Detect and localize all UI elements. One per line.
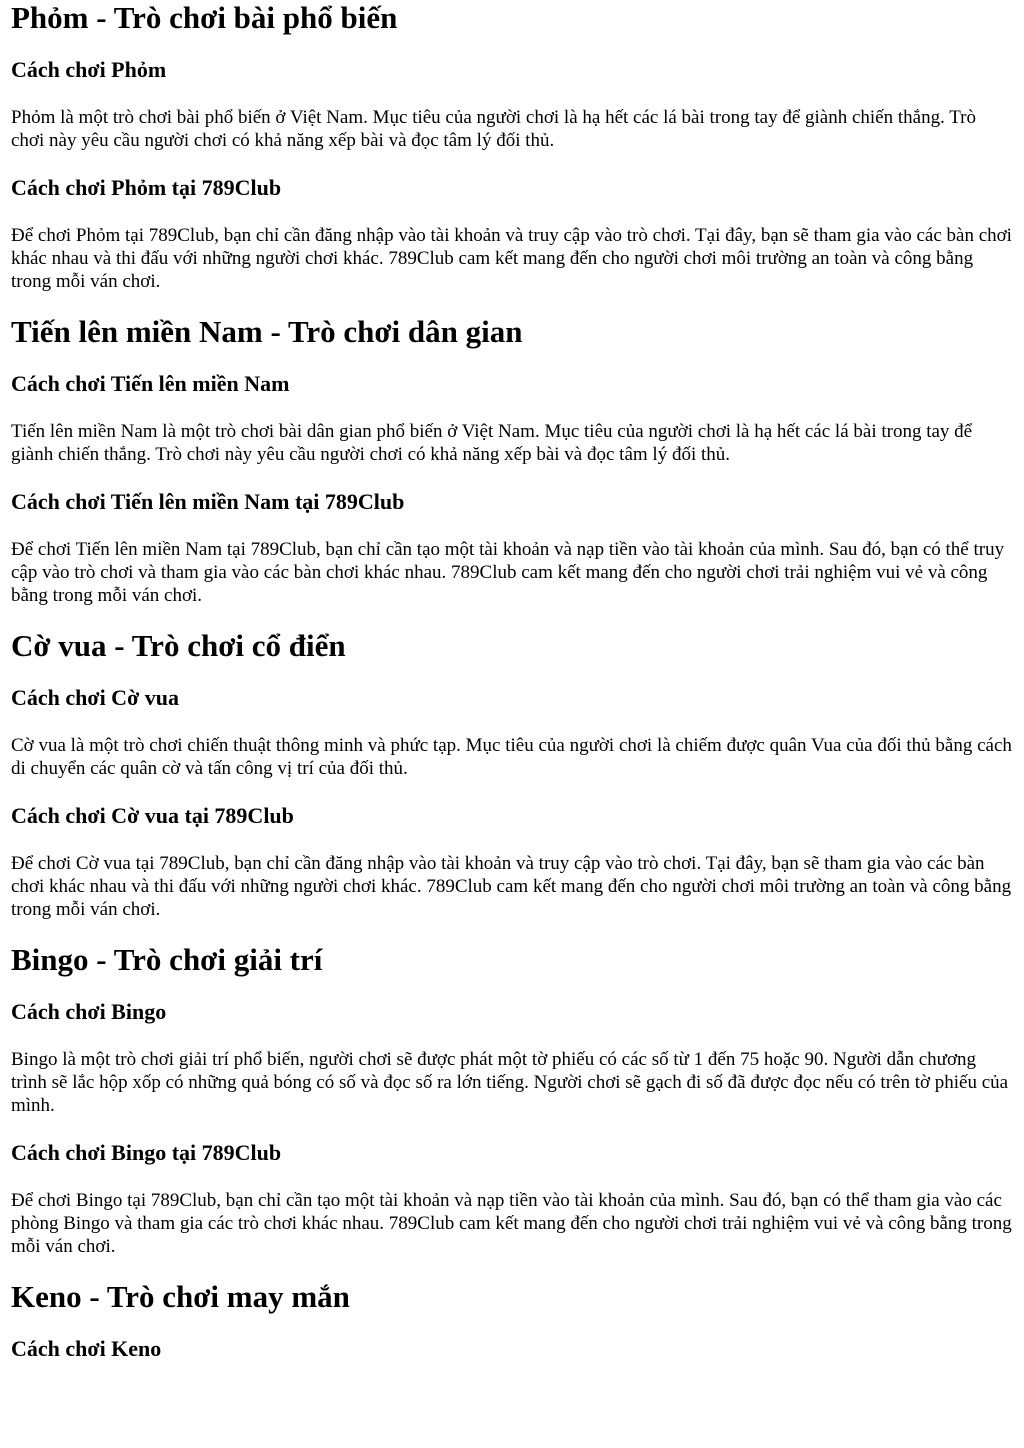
subsection-heading: Cách chơi Tiến lên miền Nam (11, 371, 290, 396)
paragraph: Để chơi Bingo tại 789Club, bạn chỉ cần tạo một tài khoản và nạp tiền vào tài khoản của mình. Sau đó, bạn có thể tham gia vào các phòng Bingo và tham gia các trò chơi khác nhau. 789Club cam kết mang đến cho người chơi trải nghiệm vui vẻ và công bằng trong mỗi ván chơi. (11, 1190, 1012, 1257)
subsection-heading: Cách chơi Phỏm (11, 57, 167, 82)
section-co-vua (11, 628, 1013, 921)
paragraph: Cờ vua là một trò chơi chiến thuật thông minh và phức tạp. Mục tiêu của người chơi là chiếm được quân Vua của đối thủ bằng cách di chuyển các quân cờ và tấn công vị trí của đối thủ. (11, 735, 1012, 779)
section-title: Bingo - Trò chơi giải trí (11, 942, 323, 977)
content-block (11, 685, 1013, 780)
subsection-heading: Cách chơi Keno (11, 1336, 162, 1361)
section-title: Keno - Trò chơi may mắn (11, 1279, 350, 1314)
content-block (11, 489, 1013, 607)
subsection-heading: Cách chơi Bingo (11, 999, 167, 1024)
subsection-heading: Cách chơi Cờ vua (11, 685, 179, 710)
paragraph: Để chơi Tiến lên miền Nam tại 789Club, bạn chỉ cần tạo một tài khoản và nạp tiền vào tài khoản của mình. Sau đó, bạn có thể truy cập vào trò chơi và tham gia vào các bàn chơi khác nhau. 789Club cam kết mang đến cho người chơi trải nghiệm vui vẻ và công bằng trong mỗi ván chơi. (11, 539, 1005, 606)
paragraph: Tiến lên miền Nam là một trò chơi bài dân gian phổ biến ở Việt Nam. Mục tiêu của người chơi là hạ hết các lá bài trong tay để giành chiến thắng. Trò chơi này yêu cầu người chơi có khả năng xếp bài và đọc tâm lý đối thủ. (11, 421, 973, 465)
content-block (11, 1140, 1013, 1258)
section-title: Phỏm - Trò chơi bài phổ biến (11, 0, 398, 35)
section-phom (11, 0, 1013, 293)
paragraph: Phỏm là một trò chơi bài phổ biến ở Việt Nam. Mục tiêu của người chơi là hạ hết các lá bài trong tay để giành chiến thắng. Trò chơi này yêu cầu người chơi có khả năng xếp bài và đọc tâm lý đối thủ. (11, 107, 977, 151)
content-block (11, 57, 1013, 152)
content-block (11, 803, 1013, 921)
content-block (11, 1336, 1013, 1362)
subsection-heading: Cách chơi Phỏm tại 789Club (11, 175, 282, 200)
content-block (11, 371, 1013, 466)
subsection-heading: Cách chơi Cờ vua tại 789Club (11, 803, 294, 828)
paragraph: Để chơi Cờ vua tại 789Club, bạn chỉ cần đăng nhập vào tài khoản và truy cập vào trò chơi. Tại đây, bạn sẽ tham gia vào các bàn chơi khác nhau và thi đấu với những người chơi khác. 789Club cam kết mang đến cho người chơi môi trường an toàn và công bằng trong mỗi ván chơi. (11, 853, 1012, 920)
subsection-heading: Cách chơi Bingo tại 789Club (11, 1140, 282, 1165)
section-keno (11, 1279, 1013, 1362)
section-title: Cờ vua - Trò chơi cổ điển (11, 628, 346, 663)
section-title: Tiến lên miền Nam - Trò chơi dân gian (11, 314, 523, 349)
subsection-heading: Cách chơi Tiến lên miền Nam tại 789Club (11, 489, 405, 514)
content-block (11, 175, 1013, 293)
paragraph: Để chơi Phỏm tại 789Club, bạn chỉ cần đăng nhập vào tài khoản và truy cập vào trò chơi. Tại đây, bạn sẽ tham gia vào các bàn chơi khác nhau và thi đấu với những người chơi khác. 789Club cam kết mang đến cho người chơi môi trường an toàn và công bằng trong mỗi ván chơi. (11, 225, 1012, 292)
paragraph: Bingo là một trò chơi giải trí phổ biến, người chơi sẽ được phát một tờ phiếu có các số từ 1 đến 75 hoặc 90. Người dẫn chương trình sẽ lắc hộp xốp có những quả bóng có số và đọc số ra lớn tiếng. Người chơi sẽ gạch đi số đã được đọc nếu có trên tờ phiếu của mình. (11, 1049, 1009, 1116)
section-tien-len (11, 314, 1013, 607)
content-block (11, 999, 1013, 1117)
section-bingo (11, 942, 1013, 1258)
